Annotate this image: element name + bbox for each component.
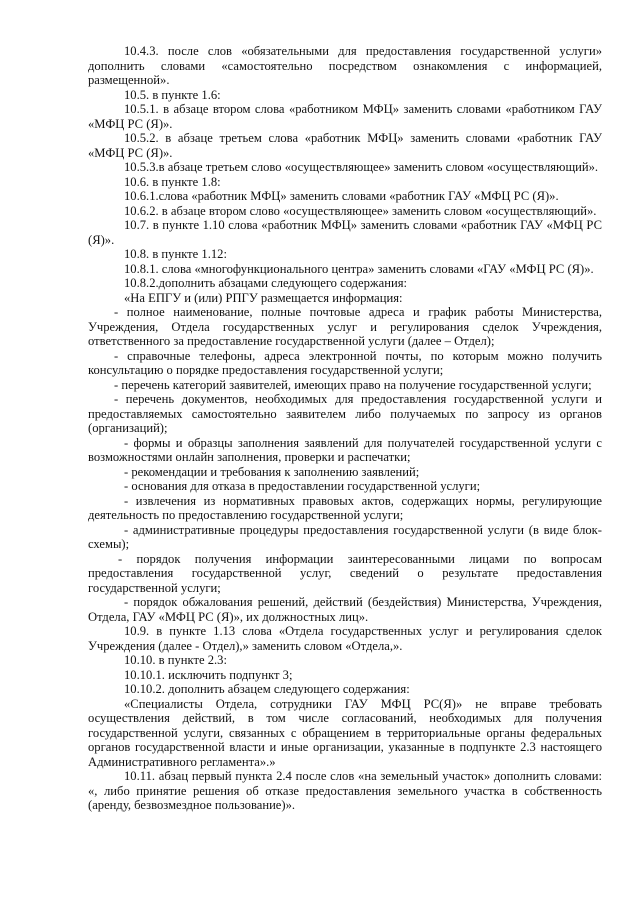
bullet-phones: - справочные телефоны, адреса электронной почты, по которым можно получить консультацию о порядке предоставления государственной услуги; (88, 348, 602, 377)
document-page (88, 44, 602, 813)
paragraph-10-5-1: 10.5.1. в абзаце втором слова «работником МФЦ» заменить словами «работником ГАУ «МФЦ РС (Я)». (88, 102, 602, 131)
paragraph-10-11: 10.11. абзац первый пункта 2.4 после слов «на земельный участок» дополнить словами: «, либо принятие решения об отказе предоставления земельного участка в собственность (аренду, безвозмездное пользование)». (88, 769, 602, 812)
bullet-recommendations: - рекомендации и требования к заполнению заявлений; (124, 464, 420, 479)
bullet-documents-list: - перечень документов, необходимых для предоставления государственной услуги и предоставляемых самостоятельно заявителем либо получаемых по запросу из органов (организаций); (88, 392, 602, 435)
bullet-applicant-categories: - перечень категорий заявителей, имеющих право на получение государственной услуги; (114, 377, 592, 392)
bullet-refusal-grounds: - основания для отказа в предоставлении государственной услуги; (124, 479, 481, 493)
bullet-appeal-procedure: - порядок обжалования решений, действий (бездействия) Министерства, Учреждения, Отдела, ГАУ «МФЦ РС (Я)», их должностных лиц». (88, 595, 602, 624)
paragraph-10-5-2: 10.5.2. в абзаце третьем слова «работник МФЦ» заменить словами «работник ГАУ «МФЦ РС (Я)». (88, 131, 602, 160)
bullet-forms-samples: - формы и образцы заполнения заявлений для получателей государственной услуги с возможностями онлайн заполнения, проверки и распечатки; (88, 435, 602, 464)
paragraph-10-6-2: 10.6.2. в абзаце втором слово «осуществляющее» заменить словом «осуществляющий». (124, 203, 597, 218)
paragraph-10-10-2: 10.10.2. дополнить абзацем следующего содержания: (124, 682, 410, 696)
paragraph-10-5-3: 10.5.3.в абзаце третьем слово «осуществляющее» заменить словом «осуществляющий». (124, 160, 599, 174)
paragraph-10-8-1: 10.8.1. слова «многофункционального центра» заменить словами «ГАУ «МФЦ РС (Я)». (124, 261, 594, 276)
paragraph-10-4-3: 10.4.3. после слов «обязательными для предоставления государственной услуги» дополнить словами «самостоятельно посредством ознакомления с информацией, размещенной». (88, 44, 602, 87)
bullet-info-procedure: - порядок получения информации заинтересованными лицами по вопросам предоставления государственной услуг, сведений о результате предоставления государственной услуги; (88, 551, 602, 595)
bullet-full-name: - полное наименование, полные почтовые адреса и график работы Министерства, Учреждения, Отдела государственных услуг и регулирования сделок Учреждения, ответственного за предоставление государственной услуги (далее – Отдел); (88, 305, 602, 348)
paragraph-10-6-1: 10.6.1.слова «работник МФЦ» заменить словами «работник ГАУ «МФЦ РС (Я)». (124, 189, 559, 203)
paragraph-10-10-1: 10.10.1. исключить подпункт 3; (124, 667, 293, 682)
paragraph-10-8: 10.8. в пункте 1.12: (124, 247, 227, 261)
paragraph-10-10: 10.10. в пункте 2.3: (124, 653, 227, 667)
paragraph-10-7: 10.7. в пункте 1.10 слова «работник МФЦ» заменить словами «работник ГАУ «МФЦ РС (Я)». (88, 218, 602, 247)
paragraph-10-6: 10.6. в пункте 1.8: (124, 174, 221, 189)
paragraph-10-9: 10.9. в пункте 1.13 слова «Отдела государственных услуг и регулирования сделок Учреждения (далее - Отдел),» заменить словом «Отдела,». (88, 624, 602, 653)
bullet-legal-extracts: - извлечения из нормативных правовых актов, содержащих нормы, регулирующие деятельность по предоставлению государственной услуги; (88, 493, 602, 522)
bullet-admin-procedures: - административные процедуры предоставления государственной услуги (в виде блок-схемы); (88, 522, 602, 551)
paragraph-epgu-intro: «На ЕПГУ и (или) РПГУ размещается информация: (124, 290, 403, 305)
paragraph-specialists-quote: «Специалисты Отдела, сотрудники ГАУ МФЦ РС(Я)» не вправе требовать осуществления действий, в том числе согласований, необходимых для получения государственной услуги, связанных с обращением в территориальные органы федеральных органов государственной власти и иные организации, указанные в подпункте 2.3 настоящего Административного регламента».» (88, 696, 602, 769)
paragraph-10-5: 10.5. в пункте 1.6: (124, 87, 221, 102)
paragraph-10-8-2: 10.8.2.дополнить абзацами следующего содержания: (124, 276, 407, 290)
